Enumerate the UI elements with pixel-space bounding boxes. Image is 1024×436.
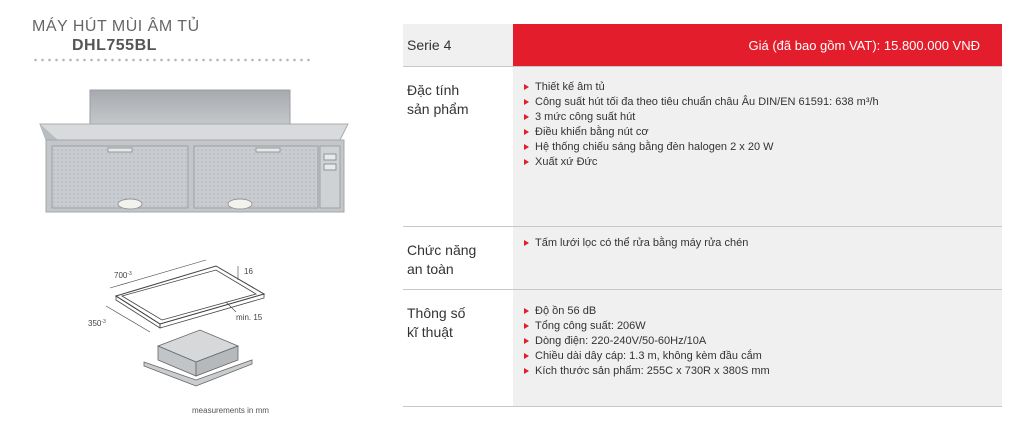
section-label: Đặc tính sản phẩm: [407, 82, 469, 117]
header-row: [403, 24, 1002, 67]
list-item: Xuất xứ Đức: [523, 155, 1002, 170]
product-model: DHL755BL: [72, 37, 157, 54]
list-item: Kích thước sản phẩm: 255C x 730R x 380S mm: [523, 364, 1002, 379]
section-content: [513, 290, 1002, 406]
section-features: [403, 67, 1002, 227]
dimension-diagram: [88, 258, 288, 402]
depth-dimension-label: $350^{-3}$: [88, 319, 106, 328]
section-content: [513, 227, 1002, 289]
list-item: 3 mức công suất hút: [523, 110, 1002, 125]
width-dimension-label: $700^{-3}$: [114, 271, 132, 280]
product-category: MÁY HÚT MÙI ÂM TỦ: [32, 18, 200, 35]
min-clearance-label: min. 15: [236, 313, 263, 322]
section-content: [513, 67, 1002, 226]
section-label: Chức năng an toàn: [407, 242, 477, 277]
list-item: Điều khiển bằng nút cơ: [523, 125, 1002, 140]
spec-table: [403, 24, 1002, 407]
list-item: Hệ thống chiếu sáng bằng đèn halogen 2 x 20 W: [523, 140, 1002, 155]
list-item: Tấm lưới lọc có thể rửa bằng máy rửa chén: [523, 236, 1002, 251]
range-hood-image: [28, 88, 358, 238]
list-item: Chiều dài dây cáp: 1.3 m, không kèm đầu cắm: [523, 349, 1002, 364]
section-label: Thông số kĩ thuật: [407, 305, 466, 340]
list-item: Thiết kế âm tủ: [523, 80, 1002, 95]
list-item: Độ ồn 56 dB: [523, 304, 1002, 319]
section-safety: [403, 227, 1002, 290]
series-label: Serie 4: [403, 24, 513, 66]
height-dimension-label: 16: [244, 267, 253, 276]
measurement-caption: measurements in mm: [192, 406, 269, 415]
product-panel: [0, 0, 380, 436]
list-item: Tổng công suất: 206W: [523, 319, 1002, 334]
price-banner: Giá (đã bao gồm VAT): 15.800.000 VNĐ: [513, 24, 1002, 66]
list-item: Dòng điện: 220-240V/50-60Hz/10A: [523, 334, 1002, 349]
dotted-divider: [32, 58, 312, 62]
list-item: Công suất hút tối đa theo tiêu chuẩn châu Âu DIN/EN 61591: 638 m³/h: [523, 95, 1002, 110]
section-specs: [403, 290, 1002, 407]
